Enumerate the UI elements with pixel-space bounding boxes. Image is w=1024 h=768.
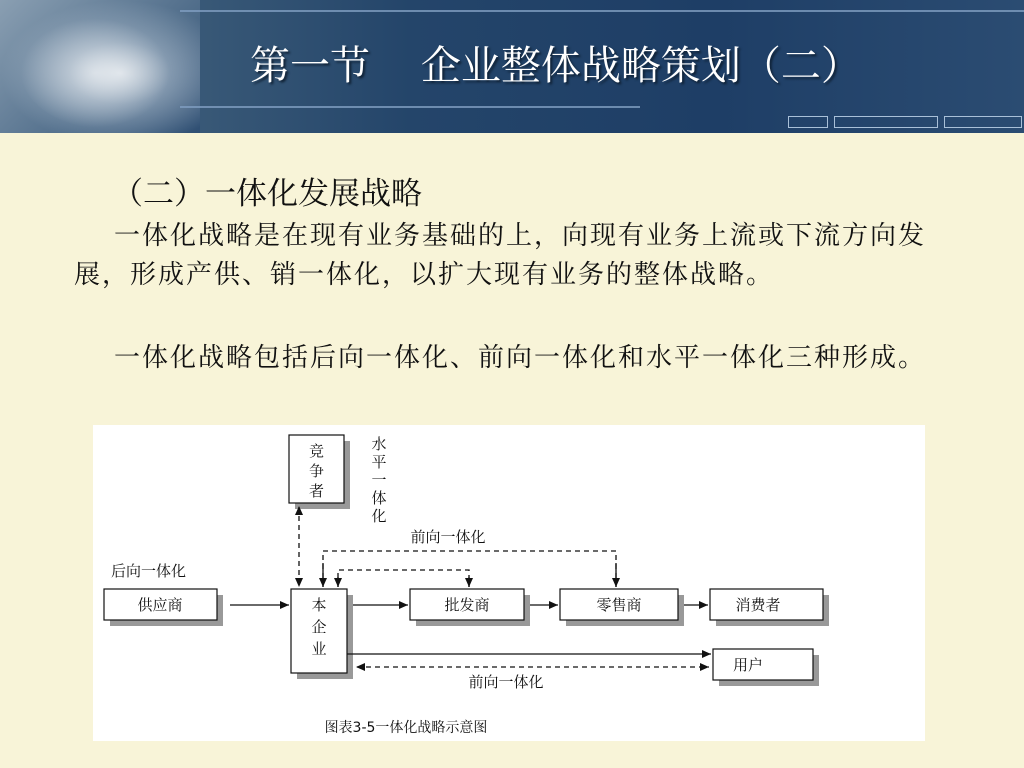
- diagram-caption: 图表3-5一体化战略示意图: [324, 720, 488, 736]
- integration-diagram: [93, 425, 925, 741]
- svg-text:业: 业: [311, 640, 327, 658]
- banner-box: [944, 116, 1022, 128]
- paragraph-types: 一体化战略包括后向一体化、前向一体化和水平一体化三种形成。: [114, 343, 927, 373]
- svg-text:一: 一: [371, 471, 387, 489]
- svg-text:零售商: 零售商: [596, 596, 642, 614]
- banner-line-bottom: [180, 106, 640, 108]
- backward-label: 后向一体化: [111, 562, 187, 580]
- forward-label-top: 前向一体化: [410, 528, 486, 546]
- consumer-node: [710, 589, 829, 626]
- title-banner: [0, 0, 1024, 133]
- svg-text:平: 平: [371, 453, 387, 471]
- banner-box: [834, 116, 938, 128]
- svg-text:本: 本: [311, 596, 327, 614]
- svg-text:水: 水: [371, 435, 387, 453]
- horizontal-integration-label: [371, 435, 386, 525]
- enterprise-node: [291, 589, 353, 679]
- competitor-node: [289, 435, 350, 509]
- wholesaler-node: [410, 589, 530, 626]
- svg-text:供应商: 供应商: [137, 596, 183, 614]
- competitor-char: 者: [308, 482, 325, 500]
- hand-photo: [0, 0, 200, 133]
- forward-arrow-wholesaler: [338, 570, 469, 587]
- svg-text:体: 体: [371, 489, 387, 507]
- user-node: [713, 649, 819, 686]
- competitor-char: 竞: [308, 442, 325, 460]
- section-subheading: （二）一体化发展战略: [112, 176, 422, 212]
- banner-box: [788, 116, 828, 128]
- retailer-node: [560, 589, 684, 626]
- slide-title: 第一节 企业整体战略策划（二）: [250, 43, 861, 89]
- svg-text:企: 企: [311, 618, 327, 636]
- svg-text:消费者: 消费者: [735, 596, 781, 614]
- forward-label-bottom: 前向一体化: [468, 673, 544, 691]
- svg-text:批发商: 批发商: [444, 596, 490, 614]
- supplier-node: [104, 589, 223, 626]
- svg-text:化: 化: [371, 507, 387, 525]
- competitor-char: 争: [308, 462, 325, 480]
- banner-line-top: [180, 10, 1024, 12]
- paragraph-definition: 一体化战略是在现有业务基础的上，向现有业务上流或下流方向发展，形成产供、销一体化，以扩大现有业务的整体战略。: [74, 221, 927, 290]
- svg-text:用户: 用户: [732, 656, 764, 674]
